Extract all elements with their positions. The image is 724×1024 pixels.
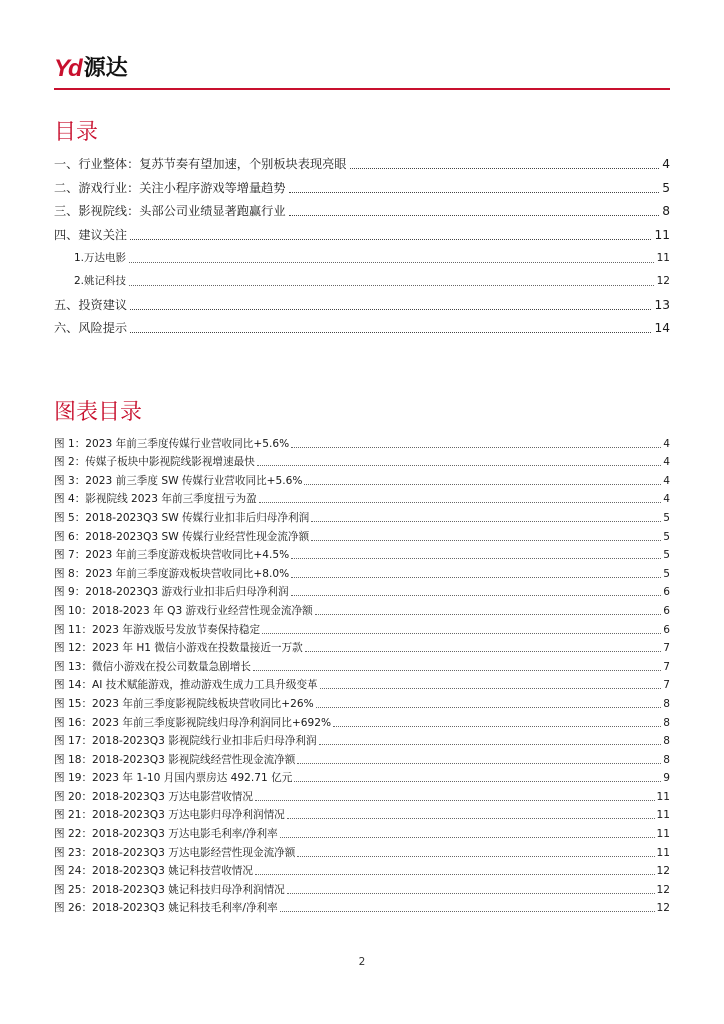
toc-entry-page-number: 12 bbox=[656, 275, 670, 288]
lof-entry-link[interactable] bbox=[54, 655, 670, 674]
logo-mark: Yd bbox=[54, 55, 81, 82]
lof-entry-link[interactable] bbox=[54, 785, 670, 804]
toc-entry-label: 三、影视院线：头部公司业绩显著跑赢行业 bbox=[54, 204, 286, 219]
dot-leader bbox=[129, 285, 654, 286]
toc-entry-page-number: 14 bbox=[654, 321, 670, 336]
lof-entry-page-number: 11 bbox=[656, 790, 670, 803]
lof-entry-link[interactable] bbox=[54, 488, 670, 507]
lof-entry-page-number: 4 bbox=[663, 437, 670, 450]
lof-entry-page-number: 7 bbox=[663, 679, 670, 692]
dot-leader bbox=[287, 818, 655, 819]
lof-entry-link[interactable] bbox=[54, 822, 670, 841]
toc-entry-page-number: 8 bbox=[662, 204, 670, 219]
page-number: 2 bbox=[358, 956, 366, 968]
dot-leader bbox=[255, 874, 655, 875]
lof-entry-page-number: 4 bbox=[663, 456, 670, 469]
lof-entry-label: 图 19：2023 年 1-10 月国内票房达 492.71 亿元 bbox=[54, 772, 293, 785]
toc-entry-label: 一、行业整体：复苏节奏有望加速，个别板块表现亮眼 bbox=[54, 157, 347, 172]
lof-entry-link[interactable] bbox=[54, 562, 670, 581]
toc-entry-link[interactable] bbox=[54, 220, 670, 243]
lof-entry-page-number: 7 bbox=[663, 642, 670, 655]
lof-entry-page-number: 5 bbox=[663, 530, 670, 543]
toc-entry-page-number: 11 bbox=[656, 251, 670, 264]
lof-entry-label: 图 13：微信小游戏在投公司数量急剧增长 bbox=[54, 660, 251, 673]
lof-entry-page-number: 12 bbox=[656, 865, 670, 878]
lof-entry-label: 图 9：2018-2023Q3 游戏行业扣非后归母净利润 bbox=[54, 586, 289, 599]
lof-entry-link[interactable] bbox=[54, 878, 670, 897]
lof-entry-label: 图 26：2018-2023Q3 姚记科技毛利率/净利率 bbox=[54, 902, 278, 915]
toc-entry-link[interactable] bbox=[54, 173, 670, 196]
lof-entry-page-number: 6 bbox=[663, 604, 670, 617]
toc-entry-label: 四、建议关注 bbox=[54, 227, 128, 242]
lof-entry-link[interactable] bbox=[54, 637, 670, 656]
lof-entry-label: 图 17：2018-2023Q3 影视院线行业扣非后归母净利润 bbox=[54, 735, 317, 748]
toc-entry-link[interactable] bbox=[54, 197, 670, 220]
dot-leader bbox=[304, 484, 661, 485]
logo-text: 源达 bbox=[83, 56, 128, 81]
lof-entry-page-number: 11 bbox=[656, 846, 670, 859]
toc-entry-label: 六、风险提示 bbox=[54, 321, 128, 336]
dot-leader bbox=[333, 726, 661, 727]
lof-entry-label: 图 22：2018-2023Q3 万达电影毛利率/净利率 bbox=[54, 828, 278, 841]
table-of-contents bbox=[54, 150, 670, 337]
lof-entry-link[interactable] bbox=[54, 841, 670, 860]
lof-entry-label: 图 23：2018-2023Q3 万达电影经营性现金流净额 bbox=[54, 846, 296, 859]
lof-entry-link[interactable] bbox=[54, 860, 670, 879]
dot-leader bbox=[129, 262, 654, 263]
toc-entry-link[interactable] bbox=[54, 150, 670, 173]
dot-leader bbox=[253, 670, 661, 671]
list-of-figures bbox=[54, 432, 670, 915]
lof-entry-page-number: 7 bbox=[663, 660, 670, 673]
toc-entry-label: 1.万达电影 bbox=[74, 251, 127, 264]
lof-entry-label: 图 15：2023 年前三季度影视院线板块营收同比+26% bbox=[54, 697, 314, 710]
lof-entry-link[interactable] bbox=[54, 599, 670, 618]
toc-entry-link[interactable] bbox=[54, 314, 670, 337]
header-divider bbox=[54, 88, 670, 90]
dot-leader bbox=[255, 800, 655, 801]
dot-leader bbox=[280, 837, 655, 838]
dot-leader bbox=[291, 447, 661, 448]
lof-entry-page-number: 4 bbox=[663, 493, 670, 506]
toc-entry-link[interactable] bbox=[54, 267, 670, 290]
lof-entry-link[interactable] bbox=[54, 674, 670, 693]
toc-entry-link[interactable] bbox=[54, 244, 670, 267]
lof-entry-link[interactable] bbox=[54, 748, 670, 767]
dot-leader bbox=[291, 595, 662, 596]
lof-entry-label: 图 8：2023 年前三季度游戏板块营收同比+8.0% bbox=[54, 567, 290, 580]
dot-leader bbox=[294, 781, 661, 782]
lof-entry-link[interactable] bbox=[54, 469, 670, 488]
lof-entry-page-number: 5 bbox=[663, 511, 670, 524]
lof-entry-page-number: 5 bbox=[663, 549, 670, 562]
lof-entry-link[interactable] bbox=[54, 432, 670, 451]
toc-title: 目录 bbox=[54, 120, 99, 145]
dot-leader bbox=[262, 633, 661, 634]
toc-entry-label: 二、游戏行业：关注小程序游戏等增量趋势 bbox=[54, 180, 286, 195]
lof-entry-label: 图 6：2018-2023Q3 SW 传媒行业经营性现金流净额 bbox=[54, 530, 310, 543]
lof-entry-label: 图 12：2023 年 H1 微信小游戏在投数量接近一万款 bbox=[54, 642, 303, 655]
lof-entry-label: 图 20：2018-2023Q3 万达电影营收情况 bbox=[54, 790, 253, 803]
dot-leader bbox=[130, 239, 651, 240]
dot-leader bbox=[130, 332, 651, 333]
toc-entry-page-number: 13 bbox=[654, 297, 670, 312]
lof-entry-label: 图 25：2018-2023Q3 姚记科技归母净利润情况 bbox=[54, 883, 285, 896]
dot-leader bbox=[287, 893, 655, 894]
lof-entry-label: 图 11：2023 年游戏版号发放节奏保持稳定 bbox=[54, 623, 261, 636]
lof-entry-page-number: 9 bbox=[663, 772, 670, 785]
lof-entry-page-number: 8 bbox=[663, 753, 670, 766]
dot-leader bbox=[320, 688, 662, 689]
list-of-figures-title: 图表目录 bbox=[54, 400, 143, 425]
dot-leader bbox=[280, 911, 655, 912]
lof-entry-link[interactable] bbox=[54, 618, 670, 637]
dot-leader bbox=[130, 309, 651, 310]
lof-entry-link[interactable] bbox=[54, 711, 670, 730]
dot-leader bbox=[305, 651, 662, 652]
lof-entry-label: 图 2：传媒子板块中影视院线影视增速最快 bbox=[54, 456, 255, 469]
dot-leader bbox=[350, 168, 660, 169]
lof-entry-page-number: 4 bbox=[663, 474, 670, 487]
lof-entry-page-number: 11 bbox=[656, 809, 670, 822]
dot-leader bbox=[257, 465, 661, 466]
toc-entry-page-number: 11 bbox=[654, 227, 670, 242]
dot-leader bbox=[291, 577, 661, 578]
lof-entry-page-number: 6 bbox=[663, 623, 670, 636]
toc-entry-label: 五、投资建议 bbox=[54, 297, 128, 312]
lof-entry-link[interactable] bbox=[54, 451, 670, 470]
lof-entry-link[interactable] bbox=[54, 581, 670, 600]
lof-entry-label: 图 24：2018-2023Q3 姚记科技营收情况 bbox=[54, 865, 253, 878]
lof-entry-label: 图 7：2023 年前三季度游戏板块营收同比+4.5% bbox=[54, 549, 290, 562]
lof-entry-label: 图 10：2018-2023 年 Q3 游戏行业经营性现金流净额 bbox=[54, 604, 313, 617]
lof-entry-page-number: 8 bbox=[663, 735, 670, 748]
company-logo bbox=[54, 56, 128, 82]
lof-entry-label: 图 3：2023 前三季度 SW 传媒行业营收同比+5.6% bbox=[54, 474, 303, 487]
toc-entry-link[interactable] bbox=[54, 290, 670, 313]
lof-entry-link[interactable] bbox=[54, 897, 670, 916]
lof-entry-page-number: 12 bbox=[656, 883, 670, 896]
lof-entry-label: 图 16：2023 年前三季度影视院线归母净利润同比+692% bbox=[54, 716, 332, 729]
lof-entry-link[interactable] bbox=[54, 525, 670, 544]
lof-entry-label: 图 1：2023 年前三季度传媒行业营收同比+5.6% bbox=[54, 437, 290, 450]
lof-entry-page-number: 8 bbox=[663, 697, 670, 710]
dot-leader bbox=[319, 744, 662, 745]
lof-entry-link[interactable] bbox=[54, 506, 670, 525]
lof-entry-label: 图 5：2018-2023Q3 SW 传媒行业扣非后归母净利润 bbox=[54, 511, 310, 524]
lof-entry-label: 图 4：影视院线 2023 年前三季度扭亏为盈 bbox=[54, 493, 257, 506]
lof-entry-label: 图 14：AI 技术赋能游戏，推动游戏生成力工具升级变革 bbox=[54, 679, 318, 692]
toc-entry-page-number: 5 bbox=[662, 180, 670, 195]
lof-entry-page-number: 5 bbox=[663, 567, 670, 580]
dot-leader bbox=[311, 540, 661, 541]
dot-leader bbox=[289, 215, 660, 216]
lof-entry-link[interactable] bbox=[54, 730, 670, 749]
toc-entry-label: 2.姚记科技 bbox=[74, 275, 127, 288]
dot-leader bbox=[316, 707, 662, 708]
dot-leader bbox=[259, 502, 662, 503]
lof-entry-link[interactable] bbox=[54, 767, 670, 786]
lof-entry-link[interactable] bbox=[54, 804, 670, 823]
dot-leader bbox=[315, 614, 662, 615]
lof-entry-page-number: 12 bbox=[656, 902, 670, 915]
dot-leader bbox=[311, 521, 661, 522]
dot-leader bbox=[297, 856, 654, 857]
toc-entry-page-number: 4 bbox=[662, 157, 670, 172]
lof-entry-page-number: 11 bbox=[656, 828, 670, 841]
dot-leader bbox=[291, 558, 661, 559]
lof-entry-page-number: 8 bbox=[663, 716, 670, 729]
lof-entry-label: 图 21：2018-2023Q3 万达电影归母净利润情况 bbox=[54, 809, 285, 822]
dot-leader bbox=[297, 763, 661, 764]
lof-entry-page-number: 6 bbox=[663, 586, 670, 599]
lof-entry-label: 图 18：2018-2023Q3 影视院线经营性现金流净额 bbox=[54, 753, 296, 766]
lof-entry-link[interactable] bbox=[54, 692, 670, 711]
dot-leader bbox=[289, 192, 660, 193]
lof-entry-link[interactable] bbox=[54, 544, 670, 563]
